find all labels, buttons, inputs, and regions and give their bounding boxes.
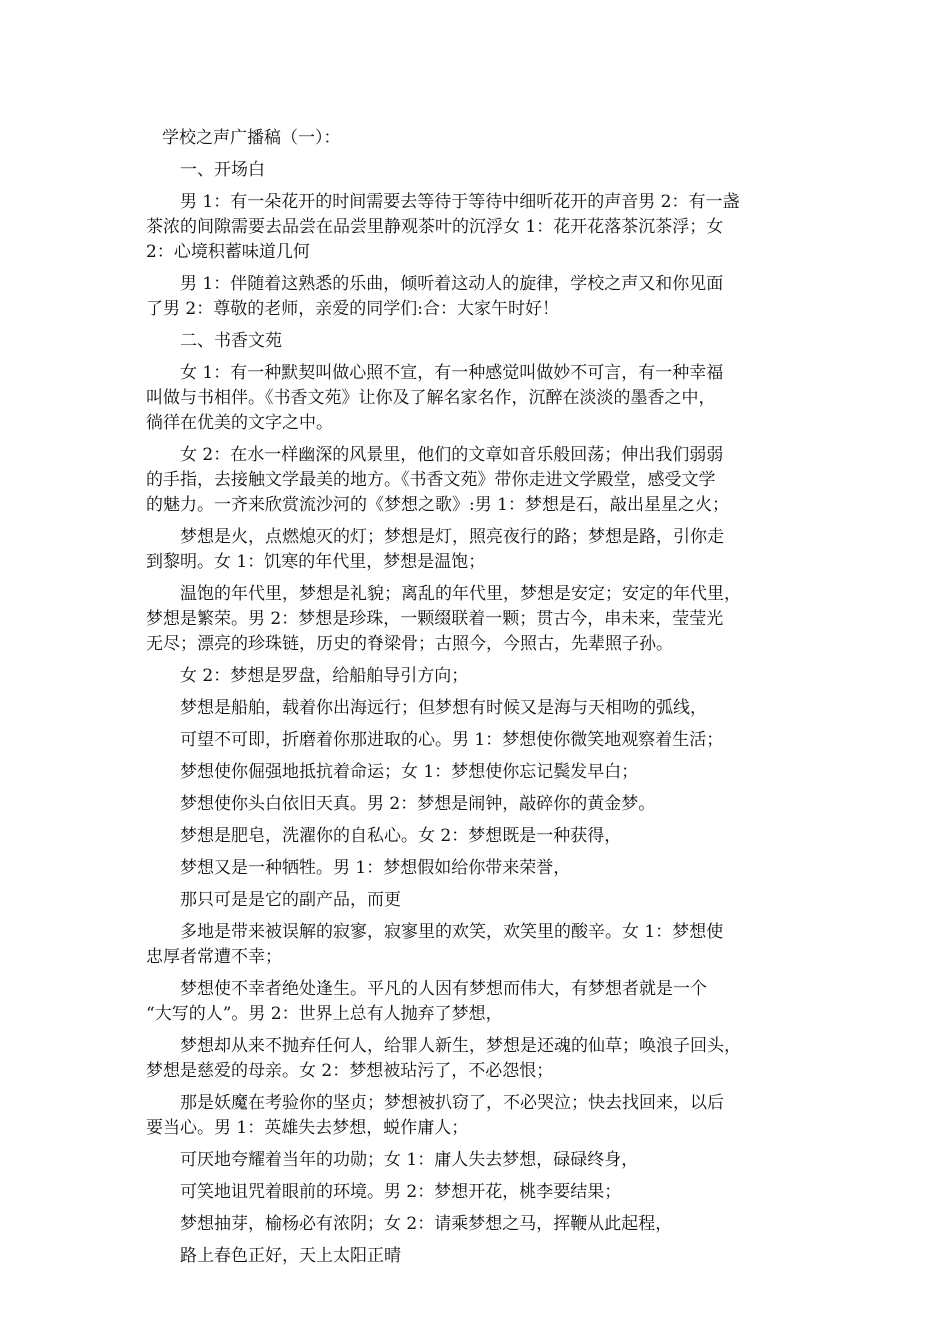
- text-line: 叫做与书相伴。《书香文苑》让你及了解名家名作，沉醉在淡淡的墨香之中，: [146, 388, 716, 408]
- text-line: “大写的人”。男 2：世界上总有人抛弃了梦想，: [146, 1004, 503, 1024]
- text-line: 梦想是火，点燃熄灭的灯；梦想是灯，照亮夜行的路；梦想是路，引你走: [180, 527, 724, 547]
- text-line: 那只可是是它的副产品，而更: [180, 890, 401, 910]
- text-line: 梦想使不幸者绝处逢生。平凡的人因有梦想而伟大，有梦想者就是一个: [180, 979, 707, 999]
- text-line: 温饱的年代里，梦想是礼貌；离乱的年代里，梦想是安定；安定的年代里，: [180, 584, 741, 604]
- text-line: 梦想又是一种牺牲。男 1：梦想假如给你带来荣誉，: [180, 858, 571, 878]
- text-line: 女 1：有一种默契叫做心照不宣，有一种感觉叫做妙不可言，有一种幸福: [180, 363, 724, 383]
- text-line: 茶浓的间隙需要去品尝在品尝里静观茶叶的沉浮女 1：花开花落茶沉茶浮；女: [146, 217, 724, 237]
- text-line: 那是妖魔在考验你的坚贞；梦想被扒窃了，不必哭泣；快去找回来，以后: [180, 1093, 724, 1113]
- text-line: 路上春色正好，天上太阳正晴: [180, 1246, 401, 1266]
- text-line: 徜徉在优美的文字之中。: [146, 413, 333, 433]
- text-line: 无尽；漂亮的珍珠链，历史的脊梁骨；古照今，今照古，先辈照子孙。: [146, 634, 673, 654]
- text-line: 多地是带来被误解的寂寥，寂寥里的欢笑，欢笑里的酸辛。女 1：梦想使: [180, 922, 724, 942]
- text-line: 女 2：梦想是罗盘，给船舶导引方向；: [180, 666, 469, 686]
- text-line: 梦想是船舶，载着你出海远行；但梦想有时候又是海与天相吻的弧线，: [180, 698, 707, 718]
- text-line: 男 1：伴随着这熟悉的乐曲，倾听着这动人的旋律，学校之声又和你见面: [180, 274, 724, 294]
- text-line: 梦想是肥皂，洗濯你的自私心。女 2：梦想既是一种获得，: [180, 826, 622, 846]
- text-line: 可笑地诅咒着眼前的环境。男 2：梦想开花，桃李要结果；: [180, 1182, 622, 1202]
- section-heading-opening: 一、开场白: [180, 160, 265, 180]
- text-line: 要当心。男 1：英雄失去梦想，蜕作庸人；: [146, 1118, 469, 1138]
- text-line: 梦想抽芽，榆杨必有浓阴；女 2：请乘梦想之马，挥鞭从此起程，: [180, 1214, 673, 1234]
- text-line: 梦想却从来不抛弃任何人，给罪人新生，梦想是还魂的仙草；唤浪子回头，: [180, 1036, 741, 1056]
- text-line: 可望不可即，折磨着你那进取的心。男 1：梦想使你微笑地观察着生活；: [180, 730, 724, 750]
- document-body: [146, 126, 806, 1269]
- text-line: 男 1：有一朵花开的时间需要去等待于等待中细听花开的声音男 2：有一盏: [180, 192, 740, 212]
- text-line: 梦想是繁荣。男 2：梦想是珍珠，一颗缀联着一颗；贯古今，串未来，莹莹光: [146, 609, 724, 629]
- section-heading-book-garden: 二、书香文苑: [180, 331, 282, 351]
- text-line: 女 2：在水一样幽深的风景里，他们的文章如音乐般回荡；伸出我们弱弱: [180, 445, 724, 465]
- text-line: 梦想使你倔强地抵抗着命运；女 1：梦想使你忘记鬓发早白；: [180, 762, 639, 782]
- document-title: 学校之声广播稿（一）：: [162, 128, 341, 148]
- text-line: 了男 2：尊敬的老师，亲爱的同学们:合：大家午时好！: [146, 299, 559, 319]
- text-line: 忠厚者常遭不幸；: [146, 947, 282, 967]
- text-line: 2：心境积蓄味道几何: [146, 242, 310, 262]
- text-line: 到黎明。女 1：饥寒的年代里，梦想是温饱；: [146, 552, 486, 572]
- text-line: 梦想使你头白依旧天真。男 2：梦想是闹钟，敲碎你的黄金梦。: [180, 794, 656, 814]
- text-line: 梦想是慈爱的母亲。女 2：梦想被玷污了，不必怨恨；: [146, 1061, 554, 1081]
- text-line: 可厌地夸耀着当年的功勋；女 1：庸人失去梦想，碌碌终身，: [180, 1150, 639, 1170]
- text-line: 的手指，去接触文学最美的地方。《书香文苑》带你走进文学殿堂，感受文学: [146, 470, 716, 490]
- text-line: 的魅力。一齐来欣赏流沙河的《梦想之歌》:男 1：梦想是石，敲出星星之火；: [146, 495, 729, 515]
